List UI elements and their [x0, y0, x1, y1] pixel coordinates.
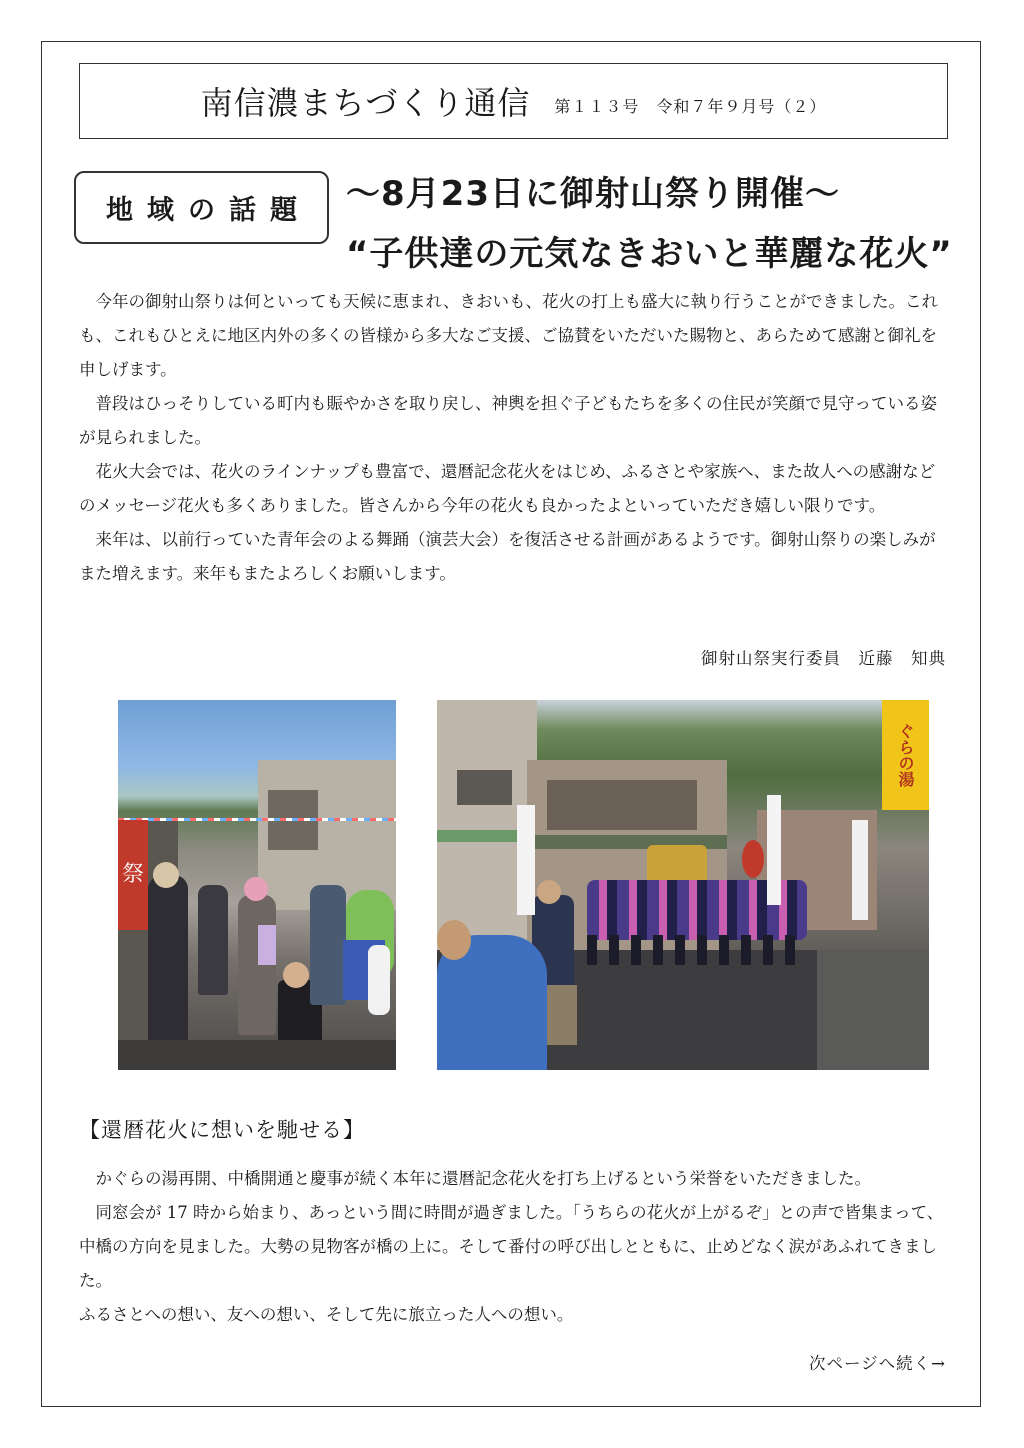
article-paragraph: 同窓会が 17 時から始まり、あっという間に時間が過ぎました。「うちらの花火が上がるぞ」との声で皆集まって、中橋の方向を見ました。大勢の見物客が橋の上に。そして番付の呼び出しとともに、止めどなく涙があふれてきました。 — [79, 1203, 944, 1290]
issue-number: 第１１３号 令和７年９月号（２） — [554, 96, 827, 116]
article-festival-report — [79, 285, 949, 591]
section-subheading: 【還暦花火に想いを馳せる】 — [79, 1118, 365, 1142]
festival-street-photo — [118, 700, 396, 1070]
article-paragraph: 花火大会では、花火のラインナップも豊富で、還暦記念花火をはじめ、ふるさとや家族へ、また故人への感謝などのメッセージ花火も多くありました。皆さんから今年の花火も良かったよといっていただき嬉しい限りです。 — [79, 462, 936, 515]
mikoshi-procession-photo — [437, 700, 929, 1070]
section-badge: 地域の話題 — [74, 171, 329, 244]
headline-subtitle: “子供達の元気なきおいと華麗な花火” — [346, 234, 953, 274]
onsen-sign: ぐらの湯 — [882, 700, 929, 810]
article-signature: 御射山祭実行委員 近藤 知典 — [701, 649, 946, 668]
masthead — [79, 63, 948, 139]
article-paragraph: 普段はひっそりしている町内も賑やかさを取り戻し、神輿を担ぐ子どもたちを多くの住民が笑顔で見守っている姿が見られました。 — [79, 394, 937, 447]
newsletter-title: 南信濃まちづくり通信 — [200, 84, 531, 122]
headline-title: ～8月23日に御射山祭り開催～ — [346, 174, 840, 214]
article-paragraph: 今年の御射山祭りは何といっても天候に恵まれ、きおいも、花火の打上も盛大に執り行うことができました。これも、これもひとえに地区内外の多くの皆様から多大なご支援、ご協賛をいただいた賜物と、あらためて感謝と御礼を申しげます。 — [79, 292, 938, 379]
continued-next-page: 次ページへ続く→ — [809, 1354, 946, 1373]
festival-banner: 祭 — [118, 820, 148, 930]
article-paragraph: かぐらの湯再開、中橋開通と慶事が続く本年に還暦記念花火を打ち上げるという栄誉をいただきました。 — [95, 1169, 871, 1188]
article-paragraph: ふるさとへの想い、友への想い、そして先に旅立った人への想い。 — [79, 1305, 574, 1324]
article-kanreki-fireworks — [79, 1162, 949, 1332]
article-paragraph: 来年は、以前行っていた青年会のよる舞踊（演芸大会）を復活させる計画があるようです。御射山祭りの楽しみがまた増えます。来年もまたよろしくお願いします。 — [79, 530, 936, 583]
